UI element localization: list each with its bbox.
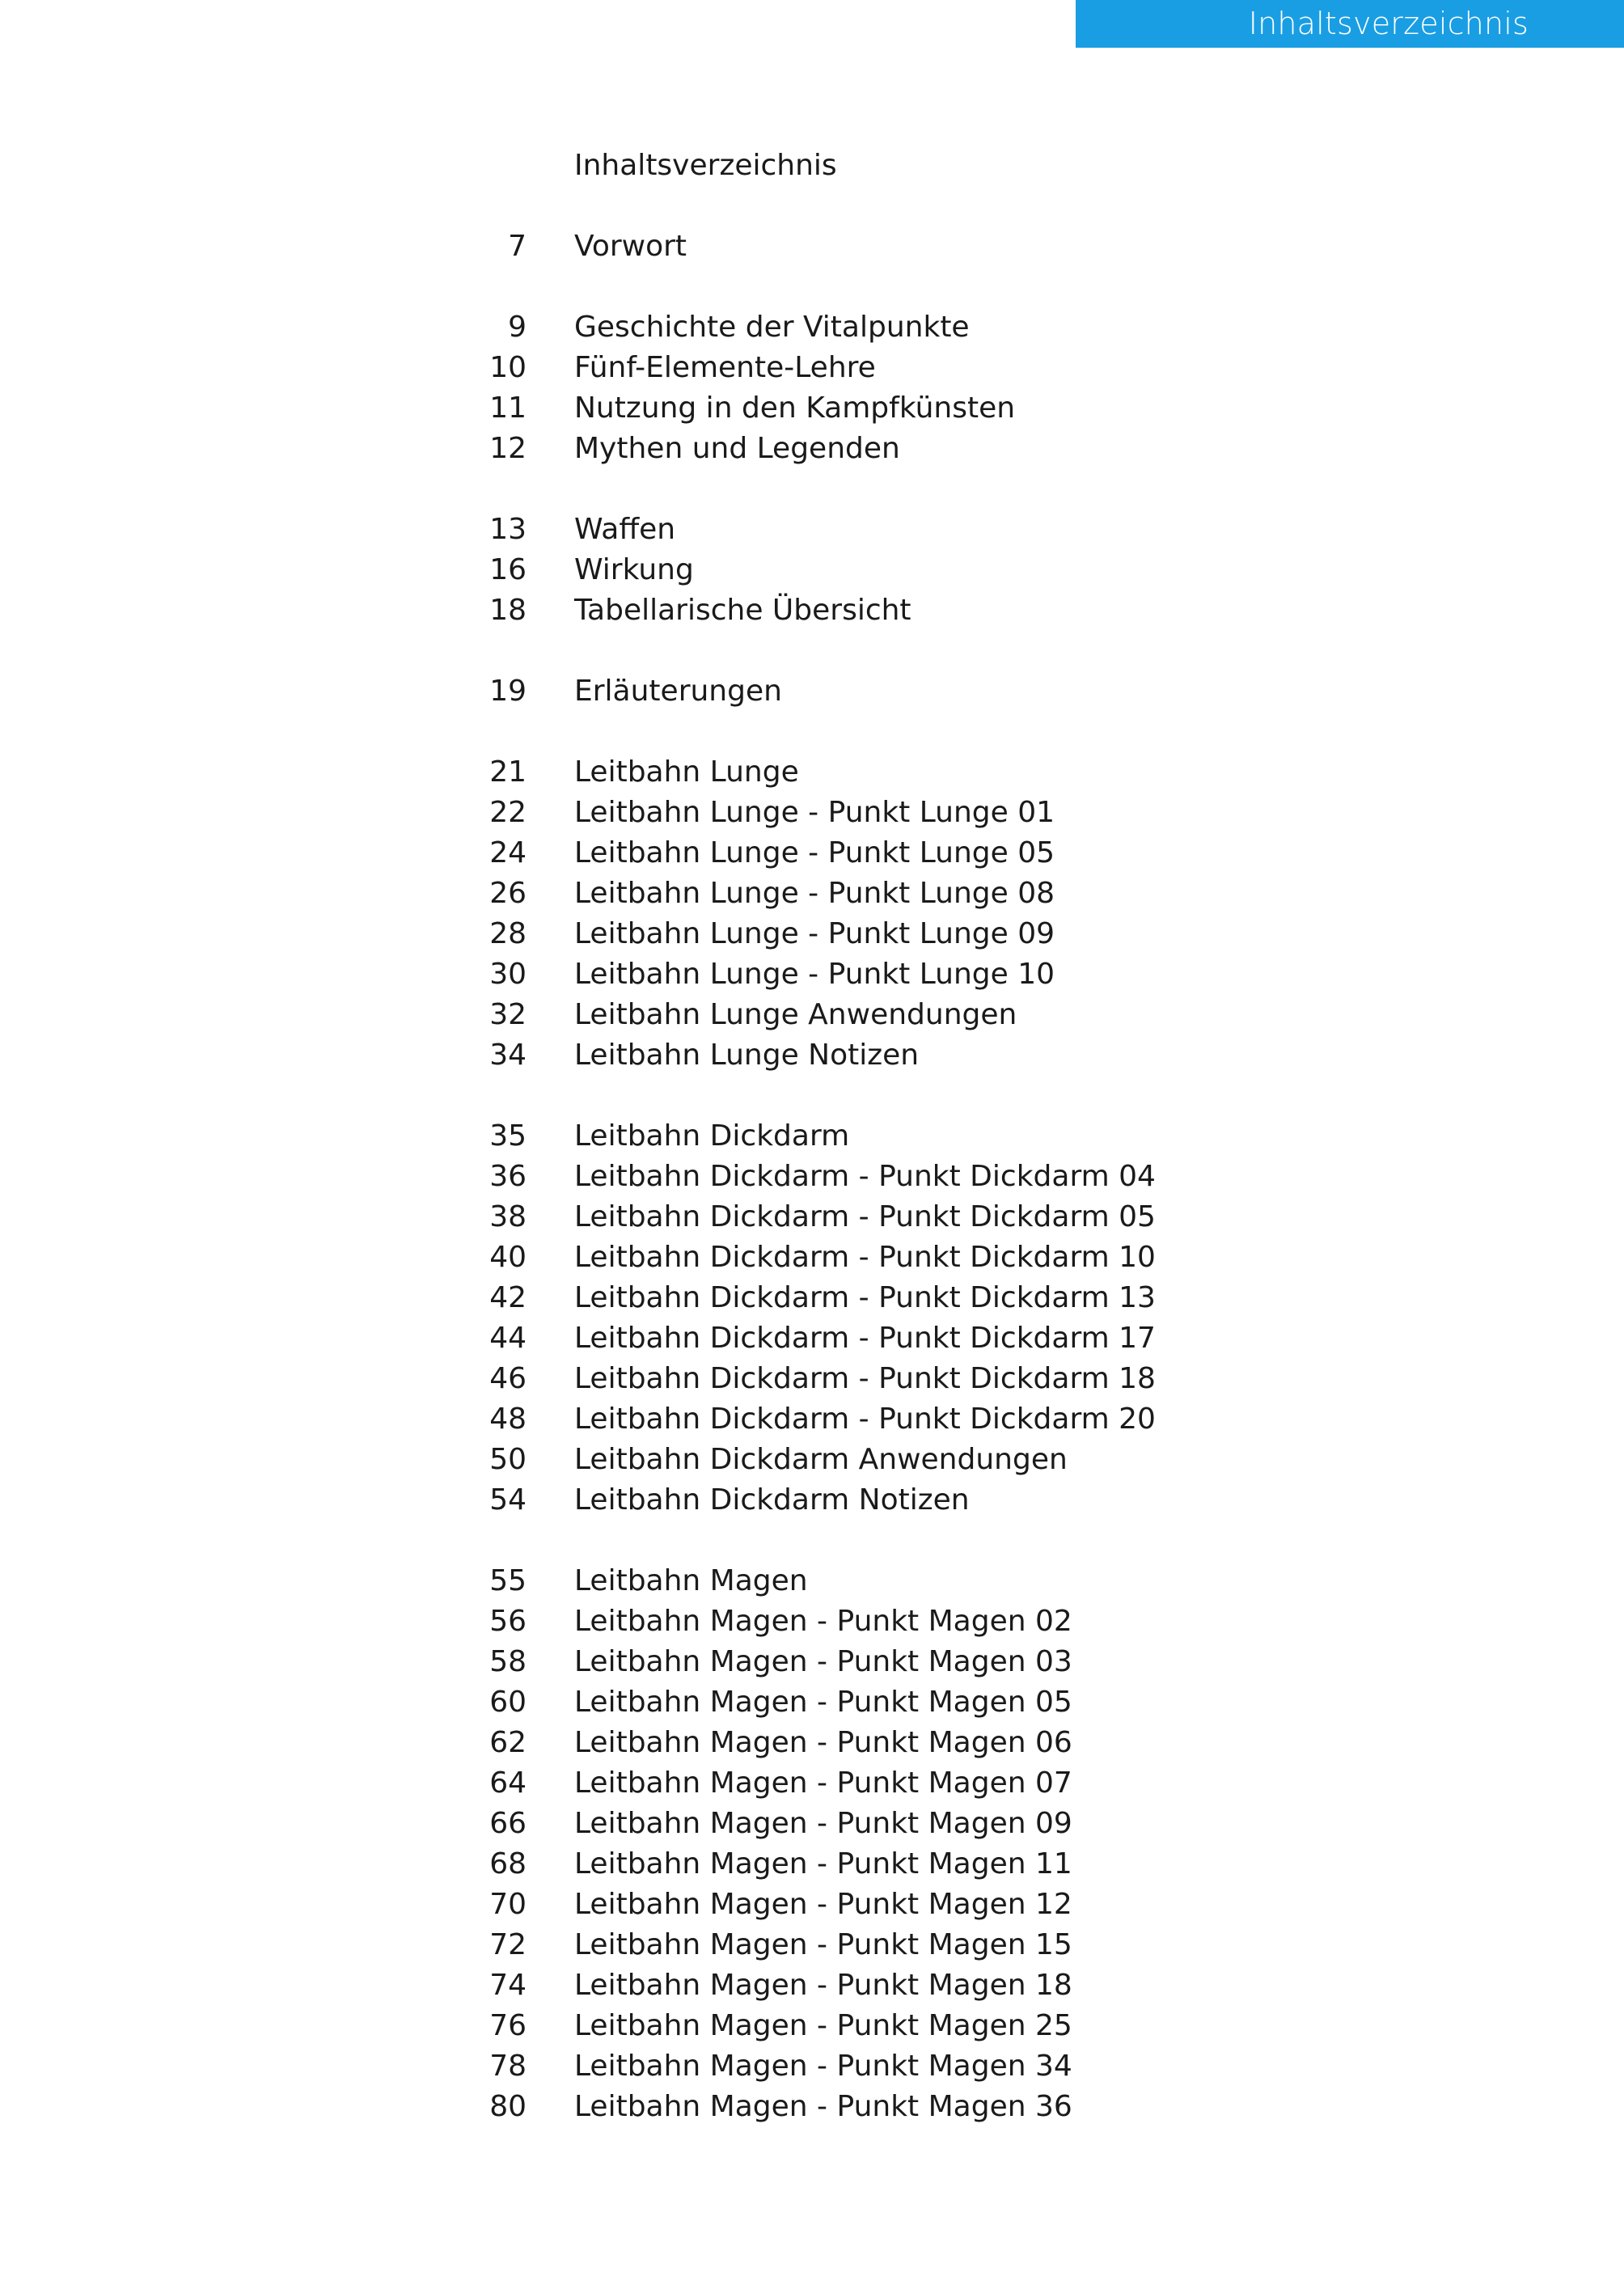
toc-entry[interactable] — [485, 1035, 1294, 1076]
toc-heading: Inhaltsverzeichnis — [574, 149, 837, 182]
toc-entry[interactable] — [485, 429, 1294, 469]
toc-entry-title: Leitbahn Magen - Punkt Magen 12 — [574, 1888, 1072, 1921]
toc-entry-title: Leitbahn Magen - Punkt Magen 36 — [574, 2090, 1072, 2123]
toc-entry[interactable] — [485, 388, 1294, 429]
toc-page-number: 42 — [489, 1281, 527, 1314]
toc-entry-title: Leitbahn Dickdarm - Punkt Dickdarm 17 — [574, 1322, 1156, 1355]
toc-page-number: 40 — [489, 1241, 527, 1274]
toc-page-number: 28 — [489, 917, 527, 950]
toc-page-number: 22 — [489, 796, 527, 829]
toc-page-number: 72 — [489, 1928, 527, 1961]
header-tab: Inhaltsverzeichnis — [1076, 0, 1624, 48]
toc-page-number: 11 — [489, 391, 527, 425]
toc-page-number: 9 — [508, 311, 527, 344]
toc-entry-title: Leitbahn Lunge - Punkt Lunge 01 — [574, 796, 1055, 829]
toc-entry-title: Erläuterungen — [574, 675, 782, 708]
toc-page-number: 54 — [489, 1483, 527, 1517]
toc-entry-title: Leitbahn Dickdarm Notizen — [574, 1483, 970, 1517]
toc-entry-title: Leitbahn Magen - Punkt Magen 15 — [574, 1928, 1072, 1961]
toc-page-number: 24 — [489, 836, 527, 869]
toc-page-number: 21 — [489, 755, 527, 789]
toc-entry[interactable] — [485, 1642, 1294, 1682]
toc-entry-title: Leitbahn Magen — [574, 1564, 808, 1597]
toc-page-number: 68 — [489, 1847, 527, 1881]
toc-entry[interactable] — [485, 1723, 1294, 1763]
toc-entry-title: Mythen und Legenden — [574, 432, 900, 465]
toc-entry-title: Leitbahn Magen - Punkt Magen 07 — [574, 1766, 1072, 1800]
toc-entry[interactable] — [485, 1561, 1294, 1601]
toc-entry[interactable] — [485, 954, 1294, 995]
toc-entry-title: Leitbahn Magen - Punkt Magen 05 — [574, 1686, 1072, 1719]
toc-entry[interactable] — [485, 1237, 1294, 1278]
toc-page-number: 16 — [489, 553, 527, 586]
toc-entry[interactable] — [485, 1318, 1294, 1359]
toc-entry[interactable] — [485, 1116, 1294, 1157]
toc-entry[interactable] — [485, 1278, 1294, 1318]
toc-page-number: 30 — [489, 958, 527, 991]
toc-entry[interactable] — [485, 1965, 1294, 2006]
toc-page-number: 36 — [489, 1160, 527, 1193]
toc-page-number: 13 — [489, 513, 527, 546]
toc-page-number: 34 — [489, 1039, 527, 1072]
toc-page-number: 19 — [489, 675, 527, 708]
toc-entry-title: Leitbahn Lunge - Punkt Lunge 10 — [574, 958, 1055, 991]
toc-entry[interactable] — [485, 1844, 1294, 1885]
toc-page-number: 74 — [489, 1969, 527, 2002]
toc-page-number: 7 — [508, 230, 527, 263]
toc-entry-title: Leitbahn Dickdarm - Punkt Dickdarm 20 — [574, 1402, 1156, 1436]
toc-entry[interactable] — [485, 2087, 1294, 2127]
toc-entry[interactable] — [485, 1601, 1294, 1642]
toc-entry[interactable] — [485, 1925, 1294, 1965]
toc-entry[interactable] — [485, 307, 1294, 348]
toc-entry[interactable] — [485, 914, 1294, 954]
toc-page-number: 80 — [489, 2090, 527, 2123]
toc-entry[interactable] — [485, 1763, 1294, 1804]
toc-entry-title: Leitbahn Dickdarm - Punkt Dickdarm 05 — [574, 1200, 1156, 1233]
toc-page-number: 10 — [489, 351, 527, 384]
toc-entry-title: Leitbahn Magen - Punkt Magen 09 — [574, 1807, 1072, 1840]
toc-page-number: 60 — [489, 1686, 527, 1719]
toc-group — [485, 752, 1294, 1076]
toc-entry[interactable] — [485, 671, 1294, 712]
toc-entry-title: Leitbahn Magen - Punkt Magen 11 — [574, 1847, 1072, 1881]
toc-page-number: 18 — [489, 594, 527, 627]
toc-entry-title: Leitbahn Magen - Punkt Magen 18 — [574, 1969, 1072, 2002]
toc-entry-title: Fünf-Elemente-Lehre — [574, 351, 876, 384]
toc-entry-title: Leitbahn Magen - Punkt Magen 25 — [574, 2009, 1072, 2042]
toc-entry[interactable] — [485, 348, 1294, 388]
toc-page-number: 12 — [489, 432, 527, 465]
toc-entry-title: Leitbahn Lunge — [574, 755, 799, 789]
toc-group — [485, 510, 1294, 631]
toc-entry-title: Leitbahn Lunge - Punkt Lunge 05 — [574, 836, 1055, 869]
toc-entry[interactable] — [485, 1885, 1294, 1925]
toc-entry-title: Leitbahn Lunge - Punkt Lunge 08 — [574, 877, 1055, 910]
toc-page-number: 58 — [489, 1645, 527, 1678]
toc-entry[interactable] — [485, 590, 1294, 631]
toc-page-number: 50 — [489, 1443, 527, 1476]
toc-groups — [485, 226, 1294, 2127]
toc-entry[interactable] — [485, 752, 1294, 793]
toc-page-number: 35 — [489, 1119, 527, 1153]
toc-entry[interactable] — [485, 874, 1294, 914]
toc-entry-title: Geschichte der Vitalpunkte — [574, 311, 970, 344]
table-of-contents — [485, 146, 1294, 2127]
toc-page-number: 64 — [489, 1766, 527, 1800]
toc-entry[interactable] — [485, 1157, 1294, 1197]
toc-group — [485, 307, 1294, 469]
toc-entry[interactable] — [485, 1682, 1294, 1723]
toc-entry-title: Tabellarische Übersicht — [574, 594, 911, 627]
toc-group — [485, 671, 1294, 712]
toc-entry[interactable] — [485, 995, 1294, 1035]
toc-page-number: 38 — [489, 1200, 527, 1233]
toc-group — [485, 1561, 1294, 2127]
toc-page-number: 44 — [489, 1322, 527, 1355]
toc-entry[interactable] — [485, 2046, 1294, 2087]
toc-entry[interactable] — [485, 1440, 1294, 1480]
toc-entry-title: Leitbahn Dickdarm - Punkt Dickdarm 04 — [574, 1160, 1156, 1193]
toc-entry[interactable] — [485, 793, 1294, 833]
toc-page-number: 32 — [489, 998, 527, 1031]
toc-entry-title: Leitbahn Dickdarm — [574, 1119, 850, 1153]
toc-entry-title: Leitbahn Magen - Punkt Magen 06 — [574, 1726, 1072, 1759]
toc-entry-title: Leitbahn Magen - Punkt Magen 34 — [574, 2050, 1072, 2083]
toc-entry[interactable] — [485, 833, 1294, 874]
toc-entry[interactable] — [485, 1399, 1294, 1440]
toc-page-number: 56 — [489, 1605, 527, 1638]
toc-entry[interactable] — [485, 2006, 1294, 2046]
toc-group — [485, 1116, 1294, 1521]
toc-page-number: 62 — [489, 1726, 527, 1759]
toc-page-number: 46 — [489, 1362, 527, 1395]
toc-page-number: 76 — [489, 2009, 527, 2042]
toc-entry-title: Leitbahn Lunge Notizen — [574, 1039, 920, 1072]
toc-page-number: 55 — [489, 1564, 527, 1597]
toc-group — [485, 226, 1294, 267]
toc-page-number: 48 — [489, 1402, 527, 1436]
toc-entry[interactable] — [485, 1359, 1294, 1399]
toc-entry[interactable] — [485, 1804, 1294, 1844]
toc-entry-title: Leitbahn Lunge - Punkt Lunge 09 — [574, 917, 1055, 950]
toc-entry-title: Leitbahn Dickdarm - Punkt Dickdarm 18 — [574, 1362, 1156, 1395]
toc-entry[interactable] — [485, 1197, 1294, 1237]
toc-entry-title: Leitbahn Dickdarm - Punkt Dickdarm 10 — [574, 1241, 1156, 1274]
toc-entry-title: Leitbahn Lunge Anwendungen — [574, 998, 1017, 1031]
toc-entry-title: Wirkung — [574, 553, 694, 586]
toc-entry[interactable] — [485, 1480, 1294, 1521]
toc-entry-title: Leitbahn Magen - Punkt Magen 03 — [574, 1645, 1072, 1678]
toc-entry[interactable] — [485, 226, 1294, 267]
toc-entry[interactable] — [485, 510, 1294, 550]
toc-page-number: 78 — [489, 2050, 527, 2083]
toc-entry-title: Vorwort — [574, 230, 687, 263]
toc-page-number: 66 — [489, 1807, 527, 1840]
toc-entry-title: Leitbahn Dickdarm - Punkt Dickdarm 13 — [574, 1281, 1156, 1314]
toc-entry-title: Waffen — [574, 513, 676, 546]
toc-page-number: 26 — [489, 877, 527, 910]
toc-entry-title: Nutzung in den Kampfkünsten — [574, 391, 1016, 425]
toc-entry[interactable] — [485, 550, 1294, 590]
toc-entry-title: Leitbahn Dickdarm Anwendungen — [574, 1443, 1068, 1476]
toc-page-number: 70 — [489, 1888, 527, 1921]
toc-entry-title: Leitbahn Magen - Punkt Magen 02 — [574, 1605, 1072, 1638]
